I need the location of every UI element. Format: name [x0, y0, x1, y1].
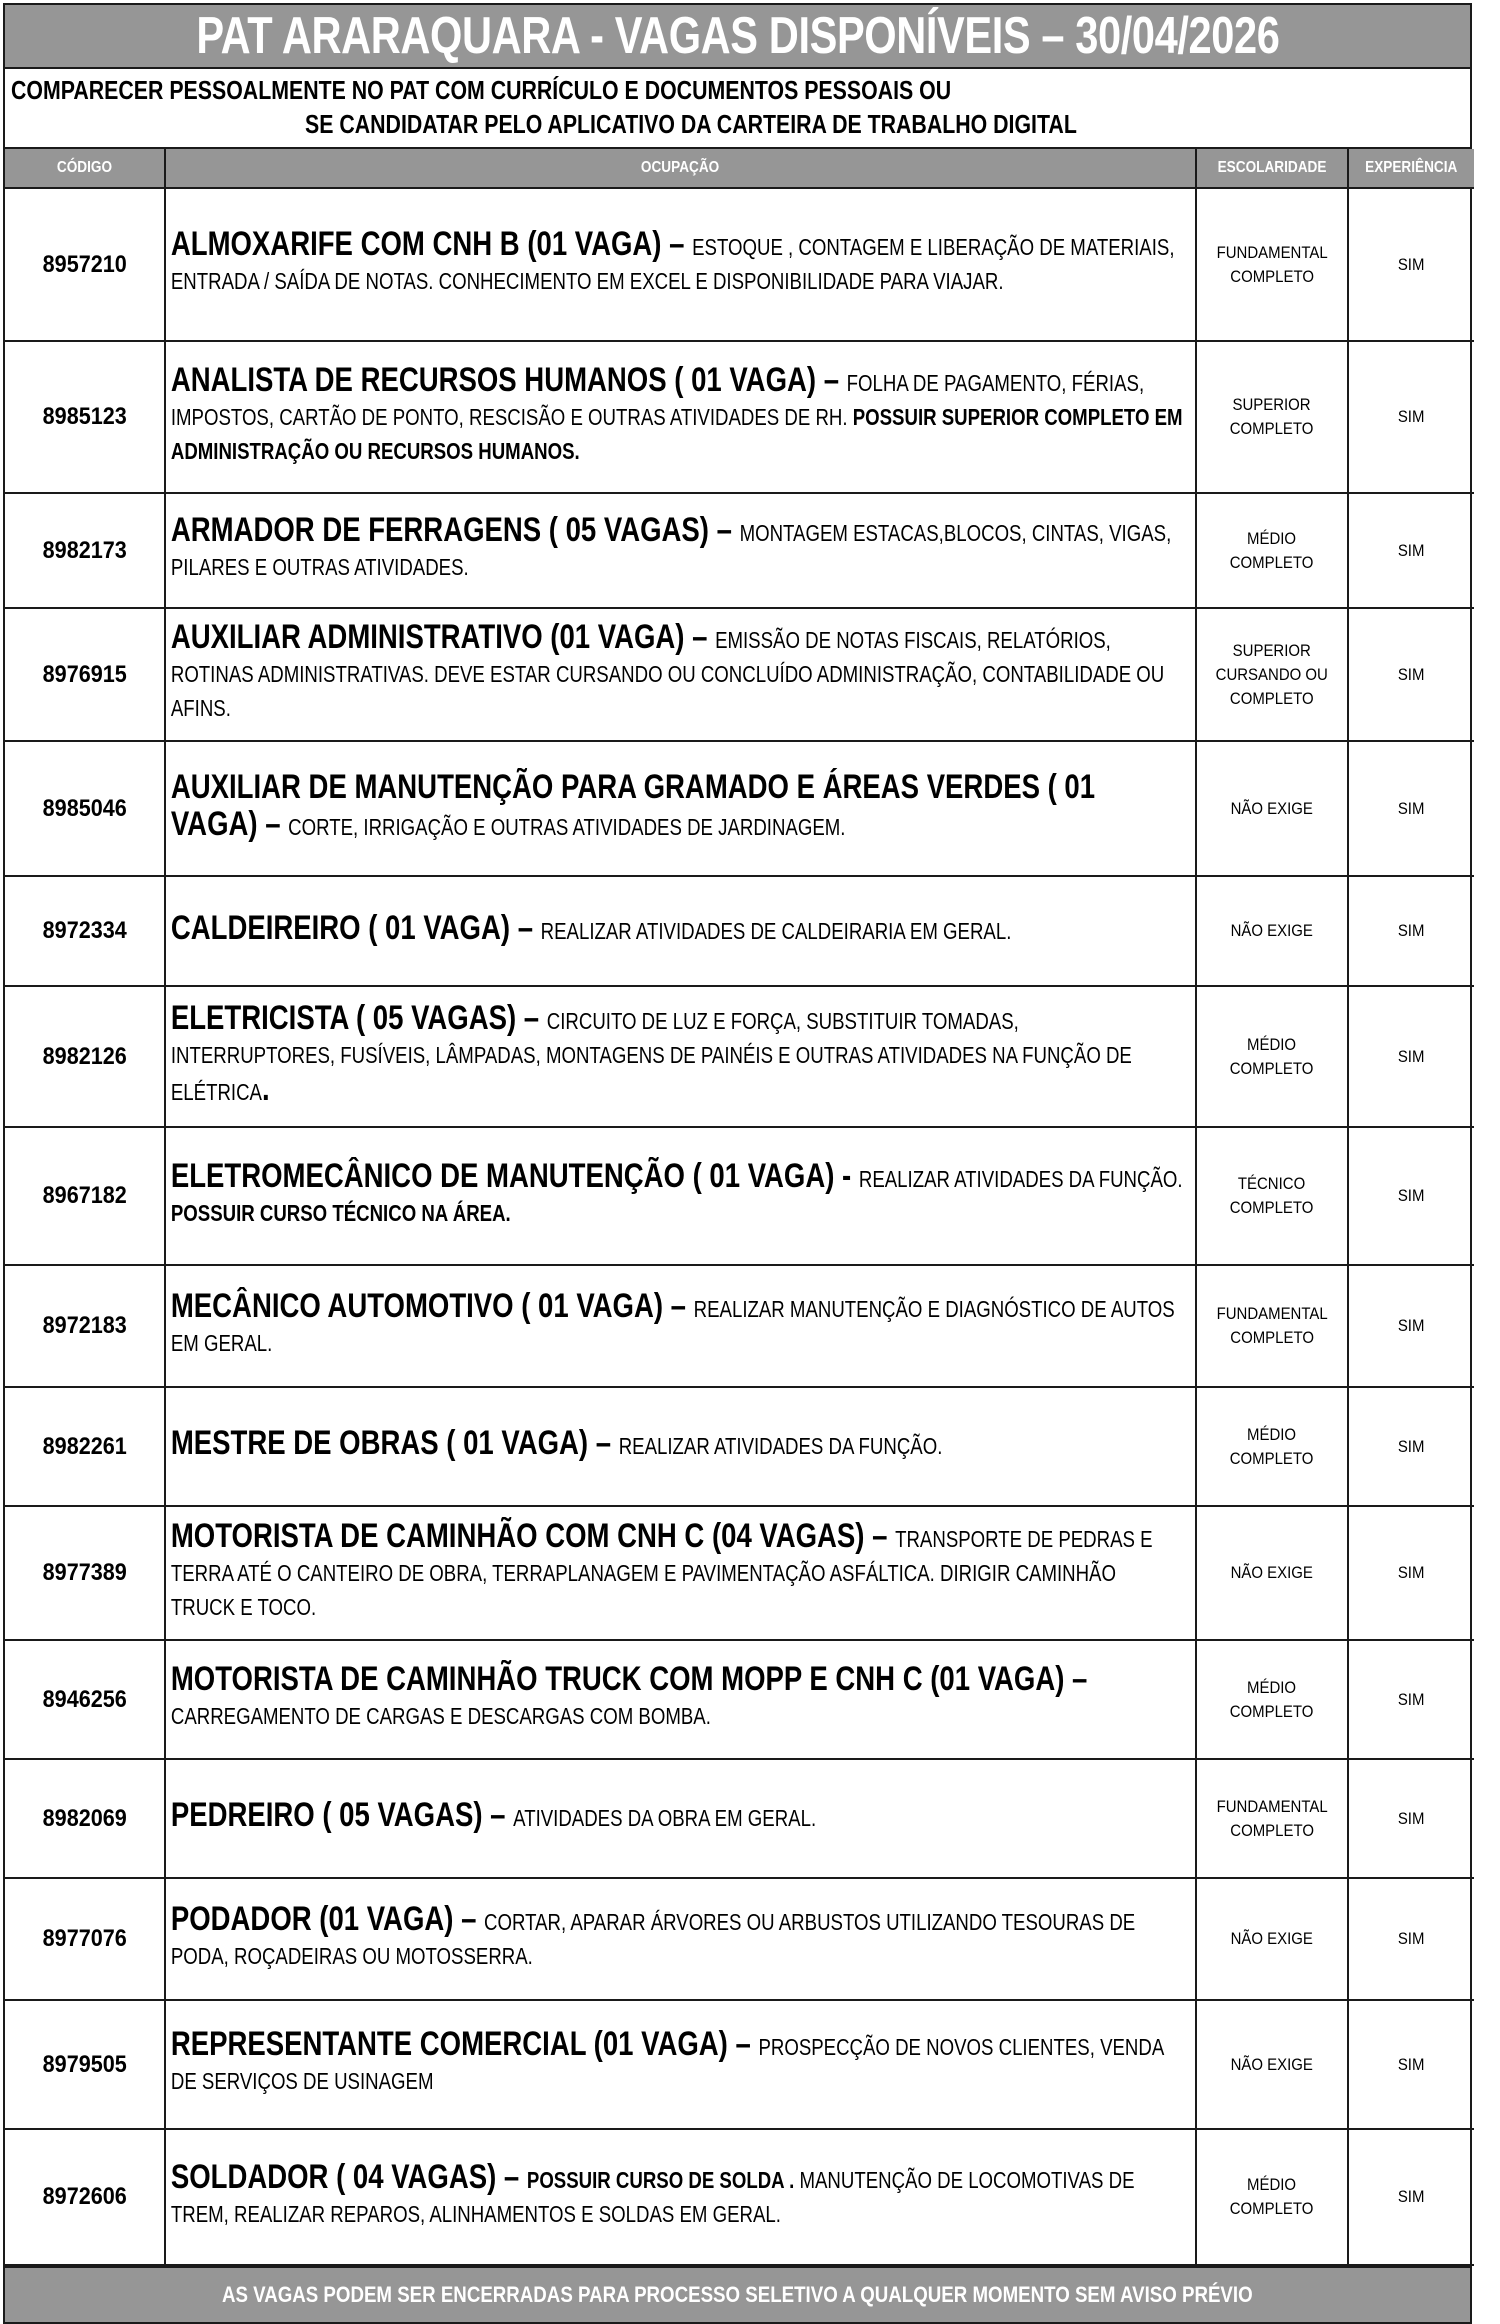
experience-cell — [1348, 876, 1474, 986]
occupation-cell — [165, 1506, 1196, 1640]
experience-required: SIM — [1398, 1563, 1425, 1582]
experience-cell — [1348, 2129, 1474, 2265]
education-level: SUPERIOR COMPLETO — [1230, 395, 1314, 438]
job-code: 8972183 — [42, 1312, 127, 1339]
experience-cell — [1348, 1759, 1474, 1878]
occupation-text — [166, 360, 1183, 470]
experience-required: SIM — [1398, 1186, 1425, 1205]
job-code-cell — [5, 1878, 165, 2000]
job-code: 8977389 — [42, 1559, 127, 1586]
job-code: 8977076 — [42, 1925, 127, 1952]
experience-required: SIM — [1398, 1808, 1425, 1828]
experience-required: SIM — [1398, 798, 1425, 818]
experience-cell — [1348, 188, 1474, 341]
occupation-cell — [165, 986, 1196, 1127]
occupation-title: ALMOXARIFE COM CNH B (01 VAGA) – — [170, 225, 693, 263]
occupation-period: . — [261, 1069, 270, 1108]
education-level: NÃO EXIGE — [1230, 1929, 1314, 1948]
job-code-cell — [5, 1387, 165, 1506]
occupation-description: MANUTENÇÃO DE LOCOMOTIVAS DE TREM, REALIZAR REPAROS, ALINHAMENTOS E SOLDAS EM GERAL. — [170, 2166, 1135, 2227]
occupation-title: MOTORISTA DE CAMINHÃO TRUCK COM MOPP E CNH C (01 VAGA) – — [170, 1660, 1088, 1698]
table-row — [5, 493, 1474, 608]
job-code-cell — [5, 876, 165, 986]
job-code: 8972334 — [42, 917, 127, 944]
education-cell — [1196, 1759, 1348, 1878]
column-header-code — [5, 149, 165, 188]
table-row — [5, 341, 1474, 493]
occupation-description: CORTAR, APARAR ÁRVORES OU ARBUSTOS UTILIZANDO TESOURAS DE PODA, ROÇADEIRAS OU MOTOSSERRA. — [170, 1908, 1136, 1969]
experience-cell — [1348, 608, 1474, 741]
instructions-band — [5, 69, 1470, 149]
job-code-cell — [5, 1759, 165, 1878]
occupation-description: TRANSPORTE DE PEDRAS E TERRA ATÉ O CANTEIRO DE OBRA, TERRAPLANAGEM E PAVIMENTAÇÃO ASFÁLTICA. DIRIGIR CAMINHÃO TRUCK E TOCO. — [170, 1525, 1153, 1620]
occupation-text — [166, 1156, 1183, 1232]
occupation-cell — [165, 188, 1196, 341]
table-row — [5, 1640, 1474, 1759]
job-code-cell — [5, 1127, 165, 1265]
experience-cell — [1348, 1387, 1474, 1506]
job-code-cell — [5, 341, 165, 493]
job-code-cell — [5, 1640, 165, 1759]
occupation-text — [166, 998, 1183, 1111]
table-row — [5, 741, 1474, 876]
occupation-cell — [165, 1127, 1196, 1265]
occupation-description: REALIZAR ATIVIDADES DA FUNÇÃO. — [618, 1433, 943, 1459]
table-row — [5, 1387, 1474, 1506]
occupation-description: PROSPECÇÃO DE NOVOS CLIENTES, VENDA DE SERVIÇOS DE USINAGEM — [170, 2034, 1164, 2094]
experience-required: SIM — [1398, 254, 1425, 274]
table-row — [5, 1759, 1474, 1878]
education-level: MÉDIO COMPLETO — [1230, 1424, 1314, 1468]
table-body — [5, 188, 1474, 2265]
occupation-title: ARMADOR DE FERRAGENS ( 05 VAGAS) – — [170, 511, 740, 549]
column-header-education-label: ESCOLARIDADE — [1217, 159, 1327, 176]
table-row — [5, 2000, 1474, 2129]
table-row — [5, 188, 1474, 341]
experience-cell — [1348, 1265, 1474, 1387]
education-level: MÉDIO COMPLETO — [1230, 2175, 1314, 2218]
education-cell — [1196, 1387, 1348, 1506]
experience-required: SIM — [1398, 2054, 1425, 2074]
experience-required: SIM — [1398, 540, 1425, 560]
occupation-description: REALIZAR ATIVIDADES DE CALDEIRARIA EM GERAL. — [540, 917, 1012, 944]
experience-required: SIM — [1398, 1046, 1425, 1066]
table-row — [5, 1265, 1474, 1387]
job-code: 8967182 — [42, 1182, 127, 1209]
education-level: NÃO EXIGE — [1230, 798, 1314, 818]
occupation-text — [166, 1899, 1183, 1975]
job-code-cell — [5, 188, 165, 341]
education-level: MÉDIO COMPLETO — [1230, 1677, 1314, 1721]
experience-cell — [1348, 2000, 1474, 2129]
occupation-requirement: POSSUIR CURSO TÉCNICO NA ÁREA. — [170, 1199, 511, 1226]
occupation-description: EMISSÃO DE NOTAS FISCAIS, RELATÓRIOS, ROTINAS ADMINISTRATIVAS. DEVE ESTAR CURSANDO OU CONCLUÍDO ADMINISTRAÇÃO, CONTABILIDADE OU AFINS. — [170, 627, 1165, 721]
job-listing-sheet — [3, 3, 1472, 2324]
occupation-title: PEDREIRO ( 05 VAGAS) – — [170, 1796, 514, 1834]
table-row — [5, 2129, 1474, 2265]
occupation-description: FOLHA DE PAGAMENTO, FÉRIAS, IMPOSTOS, CARTÃO DE PONTO, RESCISÃO E OUTRAS ATIVIDADES DE RH. — [170, 369, 1145, 430]
education-cell — [1196, 1265, 1348, 1387]
column-header-occupation-label: OCUPAÇÃO — [641, 159, 720, 176]
experience-cell — [1348, 1878, 1474, 2000]
occupation-title: PODADOR (01 VAGA) – — [170, 1899, 485, 1938]
column-header-occupation — [165, 149, 1196, 188]
occupation-title: MESTRE DE OBRAS ( 01 VAGA) – — [170, 1424, 619, 1462]
education-level: SUPERIOR CURSANDO OU COMPLETO — [1215, 640, 1329, 708]
job-code-cell — [5, 2000, 165, 2129]
experience-cell — [1348, 341, 1474, 493]
table-row — [5, 986, 1474, 1127]
education-level: FUNDAMENTAL COMPLETO — [1216, 242, 1328, 286]
instructions-line-2: SE CANDIDATAR PELO APLICATIVO DA CARTEIRA DE TRABALHO DIGITAL — [305, 109, 1077, 139]
experience-cell — [1348, 986, 1474, 1127]
education-cell — [1196, 2000, 1348, 2129]
instructions-line-1: COMPARECER PESSOALMENTE NO PAT COM CURRÍCULO E DOCUMENTOS PESSOAIS OU — [11, 75, 952, 105]
job-code: 8972606 — [42, 2183, 127, 2210]
education-level: FUNDAMENTAL COMPLETO — [1216, 1796, 1328, 1840]
job-code: 8979505 — [42, 2050, 127, 2078]
table-row — [5, 876, 1474, 986]
occupation-text — [166, 908, 1183, 950]
occupation-cell — [165, 608, 1196, 741]
occupation-requirement: POSSUIR CURSO DE SOLDA . — [526, 2166, 800, 2193]
experience-cell — [1348, 1640, 1474, 1759]
experience-cell — [1348, 1127, 1474, 1265]
footer-notice: AS VAGAS PODEM SER ENCERRADAS PARA PROCESSO SELETIVO A QUALQUER MOMENTO SEM AVISO PRÉVIO — [222, 2282, 1253, 2307]
occupation-title: ANALISTA DE RECURSOS HUMANOS ( 01 VAGA) – — [170, 360, 847, 399]
education-cell — [1196, 2129, 1348, 2265]
job-code: 8957210 — [42, 250, 127, 278]
job-code-cell — [5, 493, 165, 608]
occupation-title: CALDEIREIRO ( 01 VAGA) – — [170, 908, 541, 947]
occupation-description: MONTAGEM ESTACAS,BLOCOS, CINTAS, VIGAS, PILARES E OUTRAS ATIVIDADES. — [170, 520, 1172, 580]
job-code: 8976915 — [42, 660, 127, 688]
table-row — [5, 1506, 1474, 1640]
experience-required: SIM — [1398, 664, 1425, 684]
job-code: 8946256 — [42, 1685, 127, 1713]
occupation-title: SOLDADOR ( 04 VAGAS) – — [170, 2157, 527, 2196]
education-cell — [1196, 608, 1348, 741]
column-header-experience-label: EXPERIÊNCIA — [1365, 159, 1458, 176]
page-title: PAT ARARAQUARA - VAGAS DISPONÍVEIS – 30/04/2026 — [195, 7, 1280, 65]
occupation-cell — [165, 1387, 1196, 1506]
occupation-description: ESTOQUE , CONTAGEM E LIBERAÇÃO DE MATERIAIS, ENTRADA / SAÍDA DE NOTAS. CONHECIMENTO EM EXCEL E DISPONIBILIDADE PARA VIAJAR. — [170, 234, 1175, 294]
job-code: 8982126 — [42, 1042, 127, 1070]
experience-required: SIM — [1398, 2187, 1425, 2206]
experience-required: SIM — [1398, 1436, 1425, 1456]
education-cell — [1196, 341, 1348, 493]
experience-cell — [1348, 493, 1474, 608]
education-level: MÉDIO COMPLETO — [1230, 1034, 1314, 1078]
occupation-description: ATIVIDADES DA OBRA EM GERAL. — [513, 1805, 817, 1831]
occupation-description: REALIZAR ATIVIDADES DA FUNÇÃO. — [858, 1165, 1183, 1192]
education-level: NÃO EXIGE — [1230, 1563, 1314, 1582]
job-code: 8982069 — [42, 1804, 127, 1832]
experience-required: SIM — [1398, 1689, 1425, 1709]
occupation-description: REALIZAR MANUTENÇÃO E DIAGNÓSTICO DE AUTOS EM GERAL. — [170, 1295, 1175, 1356]
footer-band — [5, 2266, 1470, 2322]
occupation-cell — [165, 1265, 1196, 1387]
vacancies-table — [5, 149, 1474, 2266]
occupation-text — [166, 1516, 1183, 1626]
occupation-title: AUXILIAR DE MANUTENÇÃO PARA GRAMADO E ÁREAS VERDES ( 01 VAGA) – — [170, 767, 1096, 843]
experience-required: SIM — [1398, 921, 1425, 940]
education-level: NÃO EXIGE — [1230, 921, 1314, 940]
occupation-text — [166, 225, 1183, 300]
experience-required: SIM — [1398, 1316, 1425, 1335]
occupation-title: REPRESENTANTE COMERCIAL (01 VAGA) – — [170, 2025, 759, 2063]
job-code: 8982173 — [42, 536, 127, 564]
column-header-code-label: CÓDIGO — [56, 159, 113, 176]
occupation-text — [166, 1286, 1183, 1362]
occupation-title: MECÂNICO AUTOMOTIVO ( 01 VAGA) – — [170, 1286, 694, 1325]
job-code-cell — [5, 2129, 165, 2265]
occupation-cell — [165, 1878, 1196, 2000]
occupation-text — [166, 1424, 1183, 1465]
occupation-text — [166, 2157, 1183, 2233]
occupation-text — [166, 618, 1183, 727]
job-code: 8985123 — [42, 403, 127, 430]
education-level: NÃO EXIGE — [1230, 2054, 1314, 2074]
education-cell — [1196, 986, 1348, 1127]
occupation-text — [166, 1660, 1183, 1735]
column-header-education — [1196, 149, 1348, 188]
occupation-text — [166, 511, 1183, 586]
title-band — [5, 5, 1470, 69]
occupation-description: CARREGAMENTO DE CARGAS E DESCARGAS COM BOMBA. — [170, 1703, 711, 1729]
occupation-cell — [165, 876, 1196, 986]
occupation-text — [166, 1796, 1183, 1837]
occupation-title: ELETROMECÂNICO DE MANUTENÇÃO ( 01 VAGA) - — [170, 1156, 859, 1195]
experience-cell — [1348, 741, 1474, 876]
education-cell — [1196, 876, 1348, 986]
occupation-cell — [165, 741, 1196, 876]
job-code-cell — [5, 608, 165, 741]
education-level: FUNDAMENTAL COMPLETO — [1216, 1304, 1328, 1347]
occupation-text — [166, 2025, 1183, 2100]
occupation-cell — [165, 2000, 1196, 2129]
occupation-cell — [165, 341, 1196, 493]
occupation-description: CORTE, IRRIGAÇÃO E OUTRAS ATIVIDADES DE JARDINAGEM. — [288, 813, 846, 840]
experience-cell — [1348, 1506, 1474, 1640]
occupation-text — [166, 767, 1183, 846]
column-header-experience — [1348, 149, 1474, 188]
occupation-requirement: POSSUIR SUPERIOR COMPLETO EM ADMINISTRAÇÃO OU RECURSOS HUMANOS. — [170, 403, 1183, 464]
job-code-cell — [5, 1506, 165, 1640]
education-cell — [1196, 1127, 1348, 1265]
job-code-cell — [5, 986, 165, 1127]
education-cell — [1196, 493, 1348, 608]
job-code-cell — [5, 741, 165, 876]
occupation-cell — [165, 2129, 1196, 2265]
table-row — [5, 608, 1474, 741]
occupation-cell — [165, 1759, 1196, 1878]
job-code: 8985046 — [42, 794, 127, 822]
table-row — [5, 1127, 1474, 1265]
occupation-title: MOTORISTA DE CAMINHÃO COM CNH C (04 VAGAS) – — [170, 1516, 896, 1555]
job-code-cell — [5, 1265, 165, 1387]
experience-required: SIM — [1398, 1929, 1425, 1948]
education-cell — [1196, 741, 1348, 876]
education-cell — [1196, 188, 1348, 341]
occupation-cell — [165, 1640, 1196, 1759]
table-header-row — [5, 149, 1474, 188]
job-code: 8982261 — [42, 1432, 127, 1460]
table-row — [5, 1878, 1474, 2000]
education-cell — [1196, 1640, 1348, 1759]
occupation-title: AUXILIAR ADMINISTRATIVO (01 VAGA) – — [170, 618, 716, 656]
experience-required: SIM — [1398, 407, 1425, 426]
education-cell — [1196, 1506, 1348, 1640]
occupation-title: ELETRICISTA ( 05 VAGAS) – — [170, 998, 547, 1037]
occupation-description: CIRCUITO DE LUZ E FORÇA, SUBSTITUIR TOMADAS, INTERRUPTORES, FUSÍVEIS, LÂMPADAS, MONTAGENS DE PAINÉIS E OUTRAS ATIVIDADES NA FUNÇÃO DE ELÉTRICA — [170, 1007, 1132, 1105]
education-level: MÉDIO COMPLETO — [1230, 528, 1314, 572]
education-level: TÉCNICO COMPLETO — [1230, 1174, 1314, 1217]
occupation-cell — [165, 493, 1196, 608]
education-cell — [1196, 1878, 1348, 2000]
